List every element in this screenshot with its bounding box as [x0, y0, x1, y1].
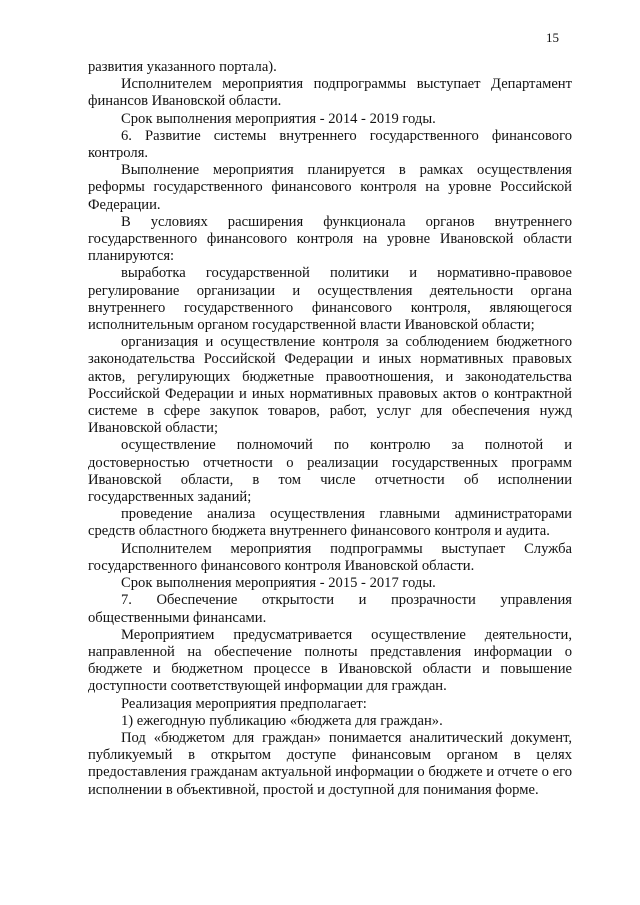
- paragraph-analysis: проведение анализа осуществления главными администраторами средств областного бюджета внутреннего финансового контроля и аудита.: [88, 506, 572, 540]
- paragraph-executor-department: Исполнителем мероприятия подпрограммы выступает Департамент финансов Ивановской области.: [88, 76, 572, 110]
- paragraph-deadline-2015-2017: Срок выполнения мероприятия - 2015 - 2017 годы.: [121, 575, 436, 592]
- paragraph-heading-6: 6. Развитие системы внутреннего государственного финансового контроля.: [88, 127, 572, 162]
- paragraph-budget-for-citizens: Под «бюджетом для граждан» понимается аналитический документ, публикуемый в открытом доступе финансовым органом в целях предоставления гражданам актуальной информации о бюджете и отчете о его исполнении в объективной, простой и доступной для понимания форме.: [88, 729, 572, 798]
- paragraph-control-organization: организация и осуществление контроля за соблюдением бюджетного законодательства Российской Федерации и иных нормативных правовых актов, регулирующих бюджетные правоотношения, и законодательства Российской Федерации и иных нормативных правовых актов о контрактной системе в сфере закупок товаров, работ, услуг для обеспечения нужд Ивановской области;: [88, 334, 572, 437]
- paragraph-reporting-control: осуществление полномочий по контролю за полнотой и достоверностью отчетности о реализации государственных программ Ивановской области, в том числе отчетности об исполнении государственных заданий;: [88, 437, 572, 506]
- page-number: 15: [546, 30, 559, 45]
- paragraph-heading-7: 7. Обеспечение открытости и прозрачности управления общественными финансами.: [88, 592, 572, 626]
- paragraph-implementation-assumes: Реализация мероприятия предполагает:: [121, 695, 367, 712]
- paragraph-executor-service: Исполнителем мероприятия подпрограммы выступает Служба государственного финансового контроля Ивановской области.: [88, 540, 572, 574]
- paragraph-measure-description: Мероприятием предусматривается осуществление деятельности, направленной на обеспечение полноты представления информации о бюджете и бюджетном процессе в Ивановской области и повышение доступности соответствующей информации для граждан.: [88, 626, 572, 695]
- paragraph-continuation: развития указанного портала).: [88, 59, 277, 75]
- document-body: [88, 59, 572, 799]
- paragraph-implementation: Выполнение мероприятия планируется в рамках осуществления реформы государственного финансового контроля на уровне Российской Федерации.: [88, 162, 572, 213]
- paragraph-item-1: 1) ежегодную публикацию «бюджета для граждан».: [121, 712, 443, 729]
- paragraph-plans-intro: В условиях расширения функционала органов внутреннего государственного финансового контроля на уровне Ивановской области планируются:: [88, 213, 572, 265]
- paragraph-deadline-2014-2019: Срок выполнения мероприятия - 2014 - 2019 годы.: [121, 110, 436, 127]
- paragraph-policy-development: выработка государственной политики и нормативно-правовое регулирование организации и осуществления деятельности органа внутреннего государственного финансового контроля, являющегося исполнительным органом государственной власти Ивановской области;: [88, 265, 572, 334]
